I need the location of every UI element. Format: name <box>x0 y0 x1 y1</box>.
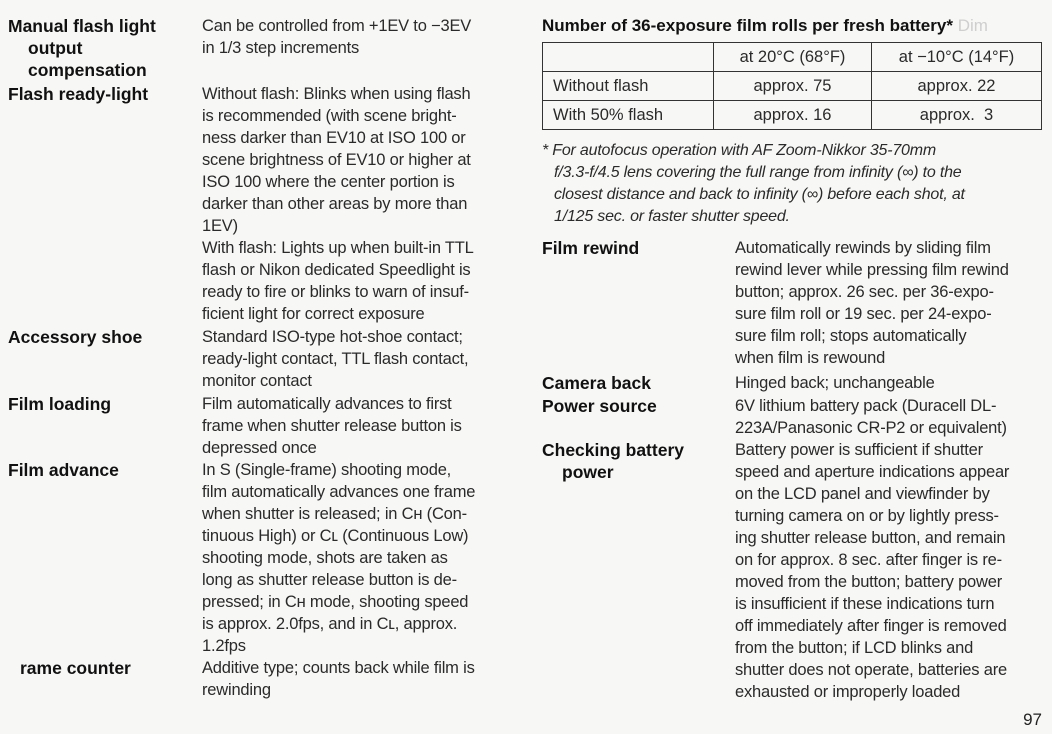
term-line: rame counter <box>20 658 131 678</box>
term-line: Film advance <box>8 460 119 480</box>
desc-line: ISO 100 where the center portion is <box>202 173 455 191</box>
desc-line: 6V lithium battery pack (Duracell DL- <box>735 397 997 415</box>
desc-line: when film is rewound <box>735 349 886 367</box>
desc-line: rewind lever while pressing film rewind <box>735 261 1009 279</box>
table-cell: approx. 3 <box>872 101 1042 130</box>
desc-line: depressed once <box>202 439 317 457</box>
desc-line: exhausted or improperly loaded <box>735 683 961 701</box>
desc-line: off immediately after finger is removed <box>735 617 1007 635</box>
desc-flash-ready-light <box>202 83 474 325</box>
desc-camera-back <box>735 372 935 394</box>
table-header-cell: at 20°C (68°F) <box>714 43 872 72</box>
term-camera-back <box>542 372 651 394</box>
term-checking-battery-power <box>542 439 684 483</box>
desc-manual-flash-output-compensation <box>202 15 471 59</box>
term-manual-flash-output-compensation <box>8 15 156 81</box>
term-line: Accessory shoe <box>8 327 143 347</box>
desc-line: darker than other areas by more than <box>202 195 468 213</box>
desc-line: 223A/Panasonic CR-P2 or equivalent) <box>735 419 1007 437</box>
desc-line: is recommended (with scene bright- <box>202 107 457 125</box>
desc-power-source <box>735 395 1007 439</box>
table-title <box>542 15 988 37</box>
footnote-line: 1/125 sec. or faster shutter speed. <box>554 208 790 225</box>
term-frame-counter <box>20 657 131 679</box>
term-film-loading <box>8 393 111 415</box>
desc-line: in 1/3 step increments <box>202 39 360 57</box>
table-title-text: Number of 36-exposure film rolls per fresh battery* <box>542 16 953 35</box>
table-row <box>543 101 1042 130</box>
desc-line: moved from the button; battery power <box>735 573 1003 591</box>
term-line: Flash ready-light <box>8 84 149 104</box>
desc-line: With flash: Lights up when built-in TTL <box>202 239 474 257</box>
desc-line: 1.2fps <box>202 637 246 655</box>
footnote-line: f/3.3-f/4.5 lens covering the full range from infinity (∞) to the <box>554 164 962 181</box>
desc-line: 1EV) <box>202 217 238 235</box>
desc-line: ready-light contact, TTL flash contact, <box>202 350 469 368</box>
term-line: compensation <box>28 60 147 80</box>
desc-line: film automatically advances one frame <box>202 483 476 501</box>
table-row-label: Without flash <box>543 72 714 101</box>
desc-accessory-shoe <box>202 326 468 392</box>
table-cell: approx. 22 <box>872 72 1042 101</box>
desc-frame-counter <box>202 657 475 701</box>
desc-film-loading <box>202 393 462 459</box>
footnote-line: * For autofocus operation with AF Zoom-Nikkor 35-70mm <box>542 142 937 159</box>
desc-line: Film automatically advances to first <box>202 395 452 413</box>
desc-line: ready to fire or blinks to warn of insuf- <box>202 283 469 301</box>
desc-line: on for approx. 8 sec. after finger is re- <box>735 551 1002 569</box>
battery-rolls-table <box>542 42 1042 130</box>
desc-line: shutter does not operate, batteries are <box>735 661 1007 679</box>
term-accessory-shoe <box>8 326 142 348</box>
term-line: output <box>28 38 83 58</box>
desc-line: frame when shutter release button is <box>202 417 462 435</box>
table-cell: approx. 75 <box>714 72 872 101</box>
desc-line: turning camera on or by lightly press- <box>735 507 999 525</box>
desc-line: sure film roll; stops automatically <box>735 327 967 345</box>
term-line: power <box>562 462 614 482</box>
desc-line: Hinged back; unchangeable <box>735 374 935 392</box>
term-line: Film rewind <box>542 238 640 258</box>
term-film-rewind <box>542 237 639 259</box>
term-film-advance <box>8 459 119 481</box>
desc-line: is approx. 2.0fps, and in Cʟ, approx. <box>202 615 458 633</box>
table-cell: approx. 16 <box>714 101 872 130</box>
desc-line: Automatically rewinds by sliding film <box>735 239 991 257</box>
term-line: Camera back <box>542 373 651 393</box>
table-header-cell: at −10°C (14°F) <box>872 43 1042 72</box>
desc-line: sure film roll or 19 sec. per 24-expo- <box>735 305 992 323</box>
desc-line: Additive type; counts back while film is <box>202 659 475 677</box>
term-line: Power source <box>542 396 657 416</box>
desc-checking-battery-power <box>735 439 1009 703</box>
desc-line: pressed; in Cʜ mode, shooting speed <box>202 593 469 611</box>
desc-line: ness darker than EV10 at ISO 100 or <box>202 129 466 147</box>
desc-line: tinuous High) or Cʟ (Continuous Low) <box>202 527 469 545</box>
term-power-source <box>542 395 657 417</box>
term-flash-ready-light <box>8 83 148 105</box>
desc-line: Standard ISO-type hot-shoe contact; <box>202 328 463 346</box>
table-footnote <box>542 140 965 228</box>
desc-film-rewind <box>735 237 1009 369</box>
desc-line: In S (Single-frame) shooting mode, <box>202 461 452 479</box>
table-row <box>543 72 1042 101</box>
table-title-trailing-fragment: Dim <box>957 16 988 35</box>
desc-line: on the LCD panel and viewfinder by <box>735 485 990 503</box>
term-line: Film loading <box>8 394 112 414</box>
desc-line: when shutter is released; in Cʜ (Con- <box>202 505 467 523</box>
desc-line: scene brightness of EV10 or higher at <box>202 151 471 169</box>
desc-line: Battery power is sufficient if shutter <box>735 441 983 459</box>
term-line: Manual flash light <box>8 16 156 36</box>
desc-line: Can be controlled from +1EV to −3EV <box>202 17 472 35</box>
table-header-row <box>543 43 1042 72</box>
desc-line: button; approx. 26 sec. per 36-expo- <box>735 283 994 301</box>
desc-line: Without flash: Blinks when using flash <box>202 85 471 103</box>
desc-line: monitor contact <box>202 372 312 390</box>
desc-film-advance <box>202 459 475 657</box>
desc-line: from the button; if LCD blinks and <box>735 639 974 657</box>
table-row-label: With 50% flash <box>543 101 714 130</box>
desc-line: is insufficient if these indications turn <box>735 595 995 613</box>
table-corner-cell <box>543 43 714 72</box>
term-line: Checking battery <box>542 440 684 460</box>
desc-line: long as shutter release button is de- <box>202 571 457 589</box>
desc-line: shooting mode, shots are taken as <box>202 549 448 567</box>
desc-line: rewinding <box>202 681 271 699</box>
desc-line: ficient light for correct exposure <box>202 305 425 323</box>
desc-line: speed and aperture indications appear <box>735 463 1010 481</box>
desc-line: flash or Nikon dedicated Speedlight is <box>202 261 471 279</box>
page-number: 97 <box>1023 710 1042 729</box>
footnote-line: closest distance and back to infinity (∞) before each shot, at <box>554 186 965 203</box>
desc-line: ing shutter release button, and remain <box>735 529 1006 547</box>
